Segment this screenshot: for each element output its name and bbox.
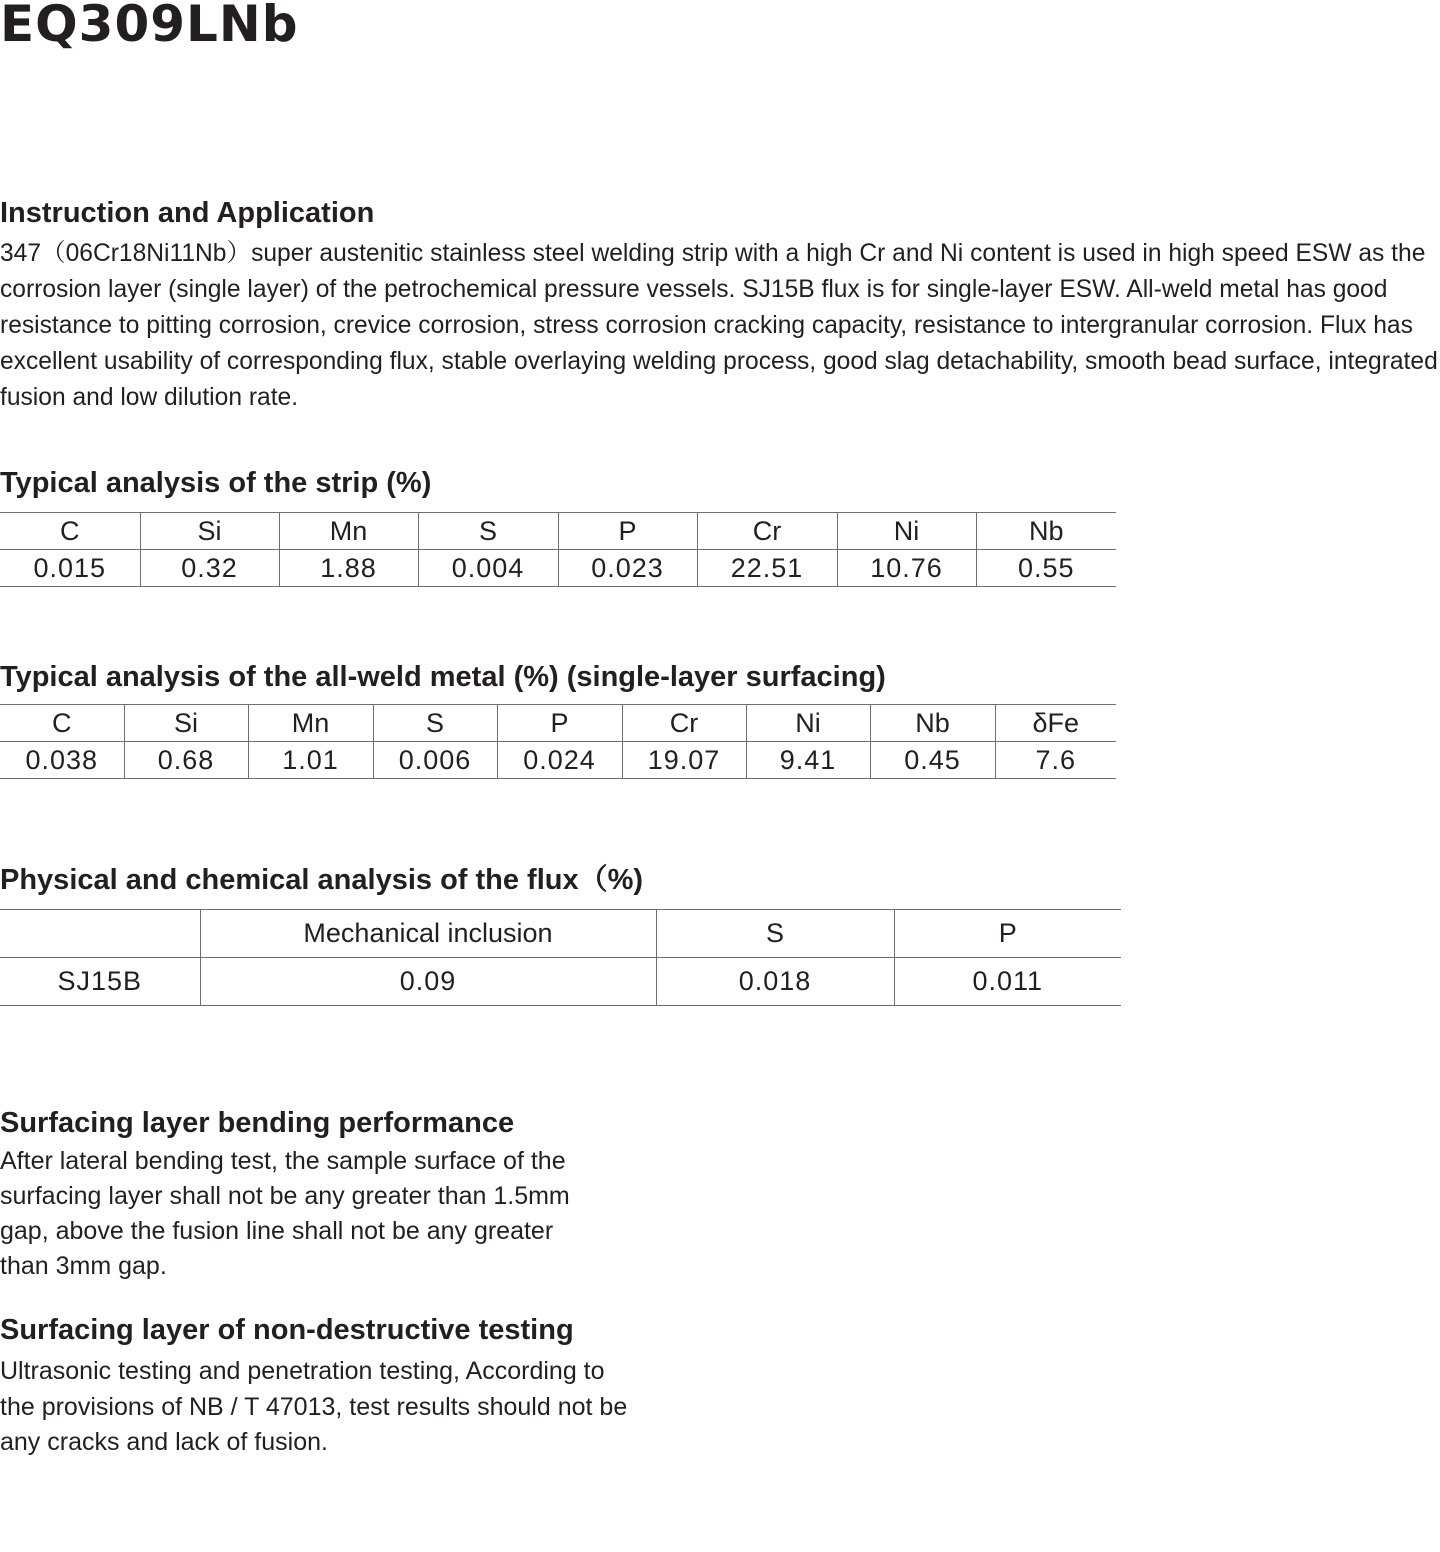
bending-line: surfacing layer shall not be any greater than 1.5mm: [0, 1182, 570, 1210]
flux-col-p: P: [894, 910, 1121, 958]
flux-value-row: [0, 958, 1121, 1006]
weld-metal-table: [0, 704, 1116, 779]
flux-col-mechanical-inclusion: Mechanical inclusion: [200, 910, 656, 958]
strip-col-cr: Cr: [697, 513, 837, 550]
bending-text: [0, 1144, 700, 1284]
instruction-heading: Instruction and Application: [0, 197, 375, 229]
strip-value-row: [0, 550, 1116, 587]
strip-val-ni: 10.76: [837, 550, 976, 587]
weld-col-s: S: [373, 705, 497, 742]
weld-col-delta-fe: δFe: [995, 705, 1116, 742]
weld-val-s: 0.006: [373, 742, 497, 779]
strip-col-mn: Mn: [279, 513, 418, 550]
flux-table: [0, 909, 1121, 1006]
strip-header-row: [0, 513, 1116, 550]
strip-col-nb: Nb: [976, 513, 1116, 550]
weld-col-c: C: [0, 705, 124, 742]
flux-val-name: SJ15B: [0, 958, 200, 1006]
weld-col-ni: Ni: [746, 705, 870, 742]
strip-val-si: 0.32: [140, 550, 279, 587]
strip-analysis-heading: Typical analysis of the strip (%): [0, 467, 432, 499]
flux-col-blank: [0, 910, 200, 958]
strip-analysis-table: [0, 512, 1116, 587]
strip-col-c: C: [0, 513, 140, 550]
bending-line: gap, above the fusion line shall not be any greater: [0, 1217, 554, 1245]
weld-val-si: 0.68: [124, 742, 248, 779]
weld-val-delta-fe: 7.6: [995, 742, 1116, 779]
flux-heading: Physical and chemical analysis of the flux（%): [0, 864, 644, 896]
weld-val-p: 0.024: [497, 742, 622, 779]
strip-col-ni: Ni: [837, 513, 976, 550]
flux-val-s: 0.018: [656, 958, 894, 1006]
ndt-text: [0, 1354, 760, 1461]
strip-val-mn: 1.88: [279, 550, 418, 587]
strip-col-s: S: [418, 513, 558, 550]
weld-metal-heading: Typical analysis of the all-weld metal (%) (single-layer surfacing): [0, 661, 886, 693]
strip-val-c: 0.015: [0, 550, 140, 587]
strip-col-p: P: [558, 513, 697, 550]
ndt-line: any cracks and lack of fusion.: [0, 1428, 328, 1456]
weld-val-ni: 9.41: [746, 742, 870, 779]
weld-val-c: 0.038: [0, 742, 124, 779]
strip-val-p: 0.023: [558, 550, 697, 587]
flux-val-mechanical-inclusion: 0.09: [200, 958, 656, 1006]
flux-header-row: [0, 910, 1121, 958]
weld-col-cr: Cr: [622, 705, 746, 742]
weld-value-row: [0, 742, 1116, 779]
ndt-heading: Surfacing layer of non-destructive testing: [0, 1314, 574, 1346]
strip-col-si: Si: [140, 513, 279, 550]
weld-val-nb: 0.45: [870, 742, 995, 779]
weld-header-row: [0, 705, 1116, 742]
weld-col-si: Si: [124, 705, 248, 742]
strip-val-cr: 22.51: [697, 550, 837, 587]
ndt-line: Ultrasonic testing and penetration testing, According to: [0, 1357, 605, 1385]
instruction-text: 347（06Cr18Ni11Nb）super austenitic stainless steel welding strip with a high Cr and Ni content is used in high speed ESW as the corrosion layer (single layer) of the petrochemical pressure vessels. SJ15B flux is for single-layer ESW. All-weld metal has good resistance to pitting corrosion, crevice corrosion, stress corrosion cracking capacity, resistance to intergranular corrosion. Flux has excellent usability of corresponding flux, stable overlaying welding process, good slag detachability, smooth bead surface, integrated fusion and low dilution rate.: [0, 240, 1438, 411]
ndt-line: the provisions of NB / T 47013, test results should not be: [0, 1392, 628, 1421]
flux-col-s: S: [656, 910, 894, 958]
bending-heading: Surfacing layer bending performance: [0, 1107, 515, 1139]
bending-line: than 3mm gap.: [0, 1252, 167, 1280]
weld-val-cr: 19.07: [622, 742, 746, 779]
product-title: EQ309LNb: [0, 0, 299, 53]
weld-val-mn: 1.01: [248, 742, 373, 779]
weld-col-p: P: [497, 705, 622, 742]
strip-val-s: 0.004: [418, 550, 558, 587]
strip-val-nb: 0.55: [976, 550, 1116, 587]
weld-col-mn: Mn: [248, 705, 373, 742]
weld-col-nb: Nb: [870, 705, 995, 742]
bending-line: After lateral bending test, the sample surface of the: [0, 1147, 566, 1175]
flux-val-p: 0.011: [894, 958, 1121, 1006]
